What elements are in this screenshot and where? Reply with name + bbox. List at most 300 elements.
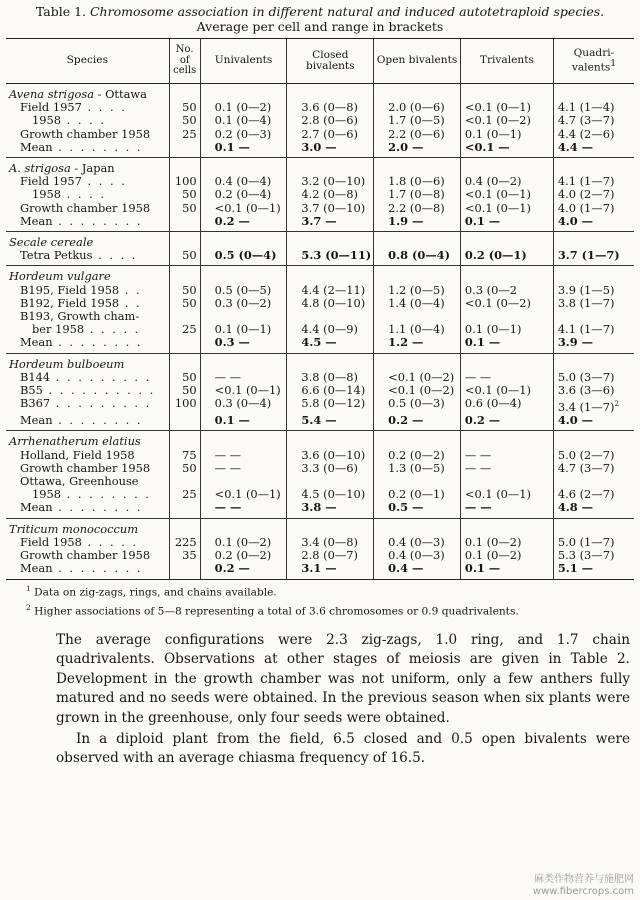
empty-cell xyxy=(374,232,461,250)
trivalents-cell-value: — — xyxy=(464,460,492,475)
cells-count-value: 50 xyxy=(182,200,197,215)
quadrivalents-cell xyxy=(553,336,634,353)
cells-count xyxy=(169,414,200,431)
dot-leader: . . . . . . . . xyxy=(52,413,143,428)
quadrivalents-cell-value: 4.8 — xyxy=(557,500,594,515)
empty-cell xyxy=(460,84,553,102)
header-cells: No. of cells xyxy=(169,39,200,84)
dot-leader: . . . . xyxy=(61,187,106,202)
group-heading-row xyxy=(6,84,634,102)
open-bivalents-cell xyxy=(374,462,461,475)
cells-count xyxy=(169,141,200,158)
document-page xyxy=(6,4,634,769)
univalents-cell-value: 0.3 — xyxy=(214,335,250,350)
cells-count-value: 35 xyxy=(182,548,197,563)
closed-bivalents-cell-value: 2.8 (0—6) xyxy=(301,113,358,128)
quadrivalents-cell-value: 5.3 (3—7) xyxy=(557,548,615,563)
dot-leader: . . . . . . . . xyxy=(52,139,143,154)
cells-count xyxy=(169,549,200,562)
row-label-text: B367 xyxy=(20,396,51,411)
row-label-text: ber 1958 xyxy=(32,322,85,337)
row-label xyxy=(6,501,169,518)
cells-count xyxy=(169,323,200,336)
empty-cell xyxy=(460,518,553,536)
row-label-text: 1958 xyxy=(32,487,61,502)
empty-cell xyxy=(200,518,287,536)
closed-bivalents-cell xyxy=(287,414,374,431)
empty-cell xyxy=(287,266,374,284)
row-label-text: Growth chamber 1958 xyxy=(20,126,151,141)
quadrivalents-cell-value: 4.1 (1—7) xyxy=(557,174,615,189)
header-univalents: Univalents xyxy=(200,39,287,84)
trivalents-cell-value: <0.1 (0—1) xyxy=(464,487,531,502)
empty-cell xyxy=(287,353,374,371)
empty-cell xyxy=(460,232,553,250)
empty-cell xyxy=(287,431,374,449)
header-species: Species xyxy=(6,39,169,84)
cells-count xyxy=(169,488,200,501)
univalents-cell xyxy=(200,297,287,310)
group-heading-row xyxy=(6,431,634,449)
empty-cell xyxy=(169,232,200,250)
empty-cell xyxy=(553,518,634,536)
open-bivalents-cell xyxy=(374,562,461,579)
univalents-cell xyxy=(200,501,287,518)
row-label xyxy=(6,562,169,579)
cells-count-value: 225 xyxy=(174,534,197,549)
open-bivalents-cell xyxy=(374,414,461,431)
univalents-cell xyxy=(200,141,287,158)
footnote-mark: 2 xyxy=(26,603,31,613)
univalents-cell-value: 0.1 — xyxy=(214,139,250,154)
row-label-text: Field 1957 xyxy=(20,174,82,189)
row-label-text: B144 xyxy=(20,369,51,384)
closed-bivalents-cell-value: 3.6 (0—8) xyxy=(301,100,358,115)
open-bivalents-cell-value: 0.4 — xyxy=(388,561,424,576)
row-label-text: B55 xyxy=(20,383,43,398)
footnote-mark: 1 xyxy=(26,583,31,593)
header-trivalents: Trivalents xyxy=(460,39,553,84)
univalents-cell-value: 0.1 — xyxy=(214,413,250,428)
univalents-cell-value: 0.1 (0—4) xyxy=(214,113,272,128)
open-bivalents-cell-value: 2.0 — xyxy=(388,139,424,154)
quadrivalents-cell-value: 3.8 (1—7) xyxy=(557,295,615,310)
closed-bivalents-cell-value: 4.8 (0—10) xyxy=(301,295,366,310)
trivalents-cell-value: <0.1 (0—2) xyxy=(464,113,531,128)
empty-cell xyxy=(553,84,634,102)
empty-cell xyxy=(200,266,287,284)
quadrivalents-cell-value: 4.1 (1—4) xyxy=(557,100,615,115)
trivalents-cell-value: 0.2 (0—1) xyxy=(464,248,527,263)
trivalents-cell-value: 0.1 (0—2) xyxy=(464,548,522,563)
quadrivalents-cell-value: 4.0 (2—7) xyxy=(557,187,615,202)
open-bivalents-cell-value: 1.9 — xyxy=(388,213,424,228)
trivalents-cell-value: — — xyxy=(464,500,492,515)
closed-bivalents-cell-value: 4.5 (0—10) xyxy=(301,487,366,502)
quadrivalents-cell-value: 3.7 (1—7) xyxy=(557,248,620,263)
univalents-cell xyxy=(200,215,287,232)
group-heading-row xyxy=(6,232,634,250)
row-label-text: B192, Field 1958 xyxy=(20,295,120,310)
cells-count xyxy=(169,297,200,310)
trivalents-cell-value: 0.2 — xyxy=(464,413,501,428)
quadrivalents-cell xyxy=(553,462,634,475)
closed-bivalents-cell-value: 6.6 (0—14) xyxy=(301,383,366,398)
quadrivalents-cell xyxy=(553,141,634,158)
univalents-cell-value: — — xyxy=(214,460,242,475)
species-group-name xyxy=(6,158,169,176)
quadrivalents-cell xyxy=(553,414,634,431)
univalents-cell-value: 0.2 (0—4) xyxy=(214,187,272,202)
quadrivalents-cell-value: 4.0 (1—7) xyxy=(557,200,615,215)
open-bivalents-cell xyxy=(374,215,461,232)
empty-cell xyxy=(169,353,200,371)
table-header-row xyxy=(6,39,634,84)
table-row xyxy=(6,215,634,232)
trivalents-cell-value: <0.1 (0—1) xyxy=(464,100,531,115)
open-bivalents-cell-value: 1.8 (0—6) xyxy=(388,174,445,189)
closed-bivalents-cell-value: 3.8 — xyxy=(301,500,337,515)
univalents-cell-value: 0.5 (0—5) xyxy=(214,282,272,297)
cells-count-value: 25 xyxy=(182,322,197,337)
cells-count xyxy=(169,562,200,579)
row-label-text: Field 1958 xyxy=(20,534,82,549)
closed-bivalents-cell-value: 5.4 — xyxy=(301,413,337,428)
cells-count-value: 100 xyxy=(174,396,197,411)
univalents-cell-value: <0.1 (0—1) xyxy=(214,487,281,502)
row-label xyxy=(6,414,169,431)
open-bivalents-cell-value: <0.1 (0—2) xyxy=(388,383,455,398)
quadrivalents-cell xyxy=(553,249,634,266)
footnote-text: Data on zig-zags, rings, and chains available. xyxy=(34,586,277,599)
dot-leader: . . xyxy=(119,282,142,297)
univalents-cell-value: 0.2 — xyxy=(214,213,250,228)
cells-count xyxy=(169,336,200,353)
species-name: Hordeum vulgare xyxy=(9,269,111,284)
open-bivalents-cell-value: 0.5 (0—3) xyxy=(388,396,445,411)
univalents-cell xyxy=(200,414,287,431)
univalents-cell-value: 0.1 (0—2) xyxy=(214,534,272,549)
closed-bivalents-cell-value: 4.4 (0—9) xyxy=(301,322,358,337)
empty-cell xyxy=(200,158,287,176)
watermark-line: 麻类作物营养与施肥网 xyxy=(534,874,634,885)
open-bivalents-cell xyxy=(374,297,461,310)
trivalents-cell xyxy=(460,414,553,431)
row-label-text: 1958 xyxy=(32,113,61,128)
table-subtitle: Average per cell and range in brackets xyxy=(196,19,444,34)
trivalents-cell-value: 0.1 — xyxy=(464,213,501,228)
dot-leader: . . xyxy=(119,295,142,310)
trivalents-cell-value: 0.1 — xyxy=(464,335,501,350)
empty-cell xyxy=(169,266,200,284)
closed-bivalents-cell-value: 3.2 (0—10) xyxy=(301,174,366,189)
quadrivalents-cell-value: 5.1 — xyxy=(557,561,594,576)
empty-cell xyxy=(287,158,374,176)
row-label-text: B193, Growth cham- xyxy=(20,309,140,324)
quadrivalents-cell-value: 4.4 — xyxy=(557,139,594,154)
univalents-cell-value: <0.1 (0—1) xyxy=(214,383,281,398)
cells-count-value: 50 xyxy=(182,369,197,384)
univalents-cell-value: 0.1 (0—1) xyxy=(214,322,272,337)
closed-bivalents-cell-value: 4.2 (0—8) xyxy=(301,187,358,202)
open-bivalents-cell-value: 1.2 (0—5) xyxy=(388,282,445,297)
paragraph: In a diploid plant from the field, 6.5 closed and 0.5 open bivalents were observed with an average chiasma frequency of 16.5. xyxy=(56,730,630,767)
empty-cell xyxy=(553,431,634,449)
trivalents-cell-value: 0.4 (0—2) xyxy=(464,174,522,189)
watermark-line: www.fibercrops.com xyxy=(532,886,634,897)
empty-cell xyxy=(200,431,287,449)
univalents-cell-value: — — xyxy=(214,369,242,384)
chromosome-association-table xyxy=(6,38,634,580)
quadrivalents-cell-value: 5.0 (3—7) xyxy=(557,369,615,384)
cells-count-value: 25 xyxy=(182,487,197,502)
closed-bivalents-cell xyxy=(287,501,374,518)
univalents-cell xyxy=(200,397,287,414)
closed-bivalents-cell-value: 5.8 (0—12) xyxy=(301,396,366,411)
empty-cell xyxy=(287,518,374,536)
open-bivalents-cell xyxy=(374,249,461,266)
open-bivalents-cell xyxy=(374,501,461,518)
closed-bivalents-cell xyxy=(287,397,374,414)
trivalents-cell xyxy=(460,297,553,310)
empty-cell xyxy=(374,353,461,371)
open-bivalents-cell-value: 0.2 (0—2) xyxy=(388,447,445,462)
quadrivalents-cell xyxy=(553,501,634,518)
closed-bivalents-cell-value: 3.7 (0—10) xyxy=(301,200,366,215)
closed-bivalents-cell-value: 3.1 — xyxy=(301,561,337,576)
quadrivalents-cell-value: 3.4 (1—7) xyxy=(557,400,615,415)
closed-bivalents-cell-value: 4.4 (2—11) xyxy=(301,282,366,297)
footnotes xyxy=(6,582,634,619)
open-bivalents-cell xyxy=(374,141,461,158)
dot-leader: . . . . xyxy=(61,113,106,128)
cells-count-value: 25 xyxy=(182,126,197,141)
closed-bivalents-cell-value: 4.5 — xyxy=(301,335,337,350)
closed-bivalents-cell-value: 3.0 — xyxy=(301,139,337,154)
row-label-text: Ottawa, Greenhouse xyxy=(20,474,139,489)
cells-count xyxy=(169,215,200,232)
closed-bivalents-cell-value: 3.4 (0—8) xyxy=(301,534,358,549)
dot-leader: . . . . xyxy=(92,248,138,263)
quadrivalents-cell-value: 3.6 (3—6) xyxy=(557,383,615,398)
footnote-text: Higher associations of 5—8 representing a total of 3.6 chromosomes or 0.9 quadrivalents. xyxy=(34,605,519,618)
empty-cell xyxy=(287,84,374,102)
trivalents-cell-value: 0.3 (0—2 xyxy=(464,282,517,297)
quadrivalents-cell xyxy=(553,384,634,397)
trivalents-cell xyxy=(460,215,553,232)
row-label-text: 1958 xyxy=(32,187,61,202)
trivalents-cell-value: <0.1 — xyxy=(464,139,510,154)
empty-cell xyxy=(374,518,461,536)
open-bivalents-cell-value: 2.2 (0—8) xyxy=(388,200,445,215)
trivalents-cell xyxy=(460,141,553,158)
cells-count-value: 50 xyxy=(182,100,197,115)
species-location: - Ottawa xyxy=(94,87,147,101)
closed-bivalents-cell-value: 3.7 — xyxy=(301,213,337,228)
open-bivalents-cell-value: 1.7 (0—5) xyxy=(388,113,445,128)
row-label-text: Tetra Petkus xyxy=(20,248,93,263)
dot-leader: . . . . . . . . . xyxy=(50,396,152,411)
empty-cell xyxy=(374,158,461,176)
trivalents-cell-value: <0.1 (0—1) xyxy=(464,200,531,215)
cells-count-value: 75 xyxy=(182,447,197,462)
group-heading-row xyxy=(6,158,634,176)
open-bivalents-cell-value: 1.1 (0—4) xyxy=(388,322,445,337)
univalents-cell xyxy=(200,488,287,501)
quadrivalents-cell-value: 4.0 — xyxy=(557,213,594,228)
header-open-bivalents: Open bivalents xyxy=(374,39,461,84)
univalents-cell-value: 0.3 (0—2) xyxy=(214,295,272,310)
dot-leader: . . . . . . . . xyxy=(52,335,143,350)
open-bivalents-cell-value: 0.4 (0—3) xyxy=(388,534,445,549)
trivalents-cell xyxy=(460,397,553,414)
empty-cell xyxy=(200,232,287,250)
quadrivalents-cell-value: 4.1 (1—7) xyxy=(557,322,615,337)
quadrivalents-cell-value: 5.0 (1—7) xyxy=(557,534,615,549)
table-row xyxy=(6,501,634,518)
table-label: Table 1. xyxy=(35,4,86,19)
closed-bivalents-cell xyxy=(287,141,374,158)
closed-bivalents-cell-value: 3.8 (0—8) xyxy=(301,369,358,384)
species-name: Avena strigosa xyxy=(9,87,94,101)
empty-cell xyxy=(200,84,287,102)
quadrivalents-cell xyxy=(553,397,634,414)
species-group-name xyxy=(6,232,169,250)
row-label-text: Mean xyxy=(20,561,53,576)
open-bivalents-cell-value: 0.2 (0—1) xyxy=(388,487,445,502)
closed-bivalents-cell-value: 3.3 (0—6) xyxy=(301,460,358,475)
row-label-text: Mean xyxy=(20,213,53,228)
quadrivalents-cell-value: 4.4 (2—6) xyxy=(557,126,615,141)
cells-count-value: 50 xyxy=(182,460,197,475)
closed-bivalents-cell-value: 2.8 (0—7) xyxy=(301,548,358,563)
empty-cell xyxy=(553,266,634,284)
quadrivalents-cell-value: 4.7 (3—7) xyxy=(557,113,615,128)
row-label-text: Field 1957 xyxy=(20,100,82,115)
group-heading-row xyxy=(6,353,634,371)
trivalents-cell-value: 0.6 (0—4) xyxy=(464,396,522,411)
quadrivalents-cell-value: 3.9 — xyxy=(557,335,594,350)
quadrivalents-cell-value: 3.9 (1—5) xyxy=(557,282,615,297)
row-label-text: Growth chamber 1958 xyxy=(20,460,151,475)
quadrivalents-cell xyxy=(553,297,634,310)
closed-bivalents-cell-value: 2.7 (0—6) xyxy=(301,126,358,141)
trivalents-cell-value: <0.1 (0—1) xyxy=(464,187,531,202)
cells-count xyxy=(169,397,200,414)
univalents-cell xyxy=(200,562,287,579)
trivalents-cell-value: 0.1 (0—1) xyxy=(464,322,522,337)
footnote-mark: 2 xyxy=(614,399,620,409)
species-group-name xyxy=(6,266,169,284)
table-row xyxy=(6,562,634,579)
footnote xyxy=(6,601,634,619)
trivalents-cell xyxy=(460,336,553,353)
table-title: Chromosome association in different natural and induced autotetraploid species. xyxy=(89,4,605,19)
univalents-cell-value: 0.2 (0—2) xyxy=(214,548,272,563)
trivalents-cell-value: <0.1 (0—1) xyxy=(464,383,531,398)
open-bivalents-cell-value: 1.7 (0—8) xyxy=(388,187,445,202)
empty-cell xyxy=(553,232,634,250)
univalents-cell xyxy=(200,462,287,475)
open-bivalents-cell-value: 1.3 (0—5) xyxy=(388,460,445,475)
empty-cell xyxy=(460,431,553,449)
univalents-cell xyxy=(200,249,287,266)
cells-count-value: 50 xyxy=(182,383,197,398)
trivalents-cell xyxy=(460,462,553,475)
closed-bivalents-cell xyxy=(287,297,374,310)
univalents-cell-value: — — xyxy=(214,500,242,515)
paragraph: The average configurations were 2.3 zig-zags, 1.0 ring, and 1.7 chain quadrivalents. Observations at other stages of meiosis are given in Table 2. Development in the growth chamber was not uniform, only a few anthers fully matured and no seeds were obtained. In the previous season when six plants were grown in the greenhouse, only four seeds were obtained. xyxy=(56,631,630,726)
dot-leader: . . . . . xyxy=(81,534,139,549)
dot-leader: . . . . . xyxy=(84,322,141,337)
species-group-name xyxy=(6,353,169,371)
open-bivalents-cell-value: 2.2 (0—6) xyxy=(388,126,445,141)
table-row xyxy=(6,336,634,353)
table-row xyxy=(6,141,634,158)
dot-leader: . . . . . . . . xyxy=(61,487,151,502)
empty-cell xyxy=(460,353,553,371)
row-label-text: Growth chamber 1958 xyxy=(20,548,151,563)
species-name: A. strigosa xyxy=(9,161,71,176)
dot-leader: . . . . . . . . xyxy=(52,213,143,228)
closed-bivalents-cell-value: 5.3 (0—11) xyxy=(301,248,372,263)
dot-leader: . . . . . . . . xyxy=(52,500,143,515)
open-bivalents-cell-value: 0.5 — xyxy=(388,500,424,515)
species-location: - Japan xyxy=(70,161,115,176)
cells-count-value: 50 xyxy=(182,295,197,310)
univalents-cell-value: 0.2 (0—3) xyxy=(214,126,272,141)
row-label-text: Holland, Field 1958 xyxy=(20,447,135,462)
row-label xyxy=(6,141,169,158)
table-row xyxy=(6,397,634,414)
group-heading-row xyxy=(6,266,634,284)
species-group-name xyxy=(6,431,169,449)
header-quadrivalents xyxy=(553,39,634,84)
trivalents-cell xyxy=(460,501,553,518)
row-label-text: Mean xyxy=(20,335,53,350)
dot-leader: . . . . xyxy=(81,100,127,115)
quadrivalents-cell-value: 4.0 — xyxy=(557,413,594,428)
open-bivalents-cell-value: 2.0 (0—6) xyxy=(388,100,445,115)
trivalents-cell-value: — — xyxy=(464,369,492,384)
footnote xyxy=(6,582,634,600)
row-label-text: Growth chamber 1958 xyxy=(20,200,151,215)
table-row xyxy=(6,249,634,266)
trivalents-cell xyxy=(460,562,553,579)
empty-cell xyxy=(169,431,200,449)
empty-cell xyxy=(169,84,200,102)
row-label xyxy=(6,397,169,414)
table-body xyxy=(6,84,634,580)
row-label xyxy=(6,215,169,232)
closed-bivalents-cell xyxy=(287,336,374,353)
open-bivalents-cell-value: 1.2 — xyxy=(388,335,424,350)
cells-count-value: 50 xyxy=(182,248,197,263)
empty-cell xyxy=(374,84,461,102)
quadrivalents-cell-value: 5.0 (2—7) xyxy=(557,447,615,462)
row-label xyxy=(6,249,169,266)
body-text xyxy=(6,631,634,769)
dot-leader: . . . . . . . . . xyxy=(50,369,152,384)
cells-count xyxy=(169,501,200,518)
univalents-cell xyxy=(200,449,287,462)
table-row xyxy=(6,414,634,431)
watermark xyxy=(533,874,634,898)
open-bivalents-cell xyxy=(374,397,461,414)
row-label-text: Mean xyxy=(20,500,53,515)
trivalents-cell-value: 0.1 (0—2) xyxy=(464,534,522,549)
cells-count xyxy=(169,128,200,141)
